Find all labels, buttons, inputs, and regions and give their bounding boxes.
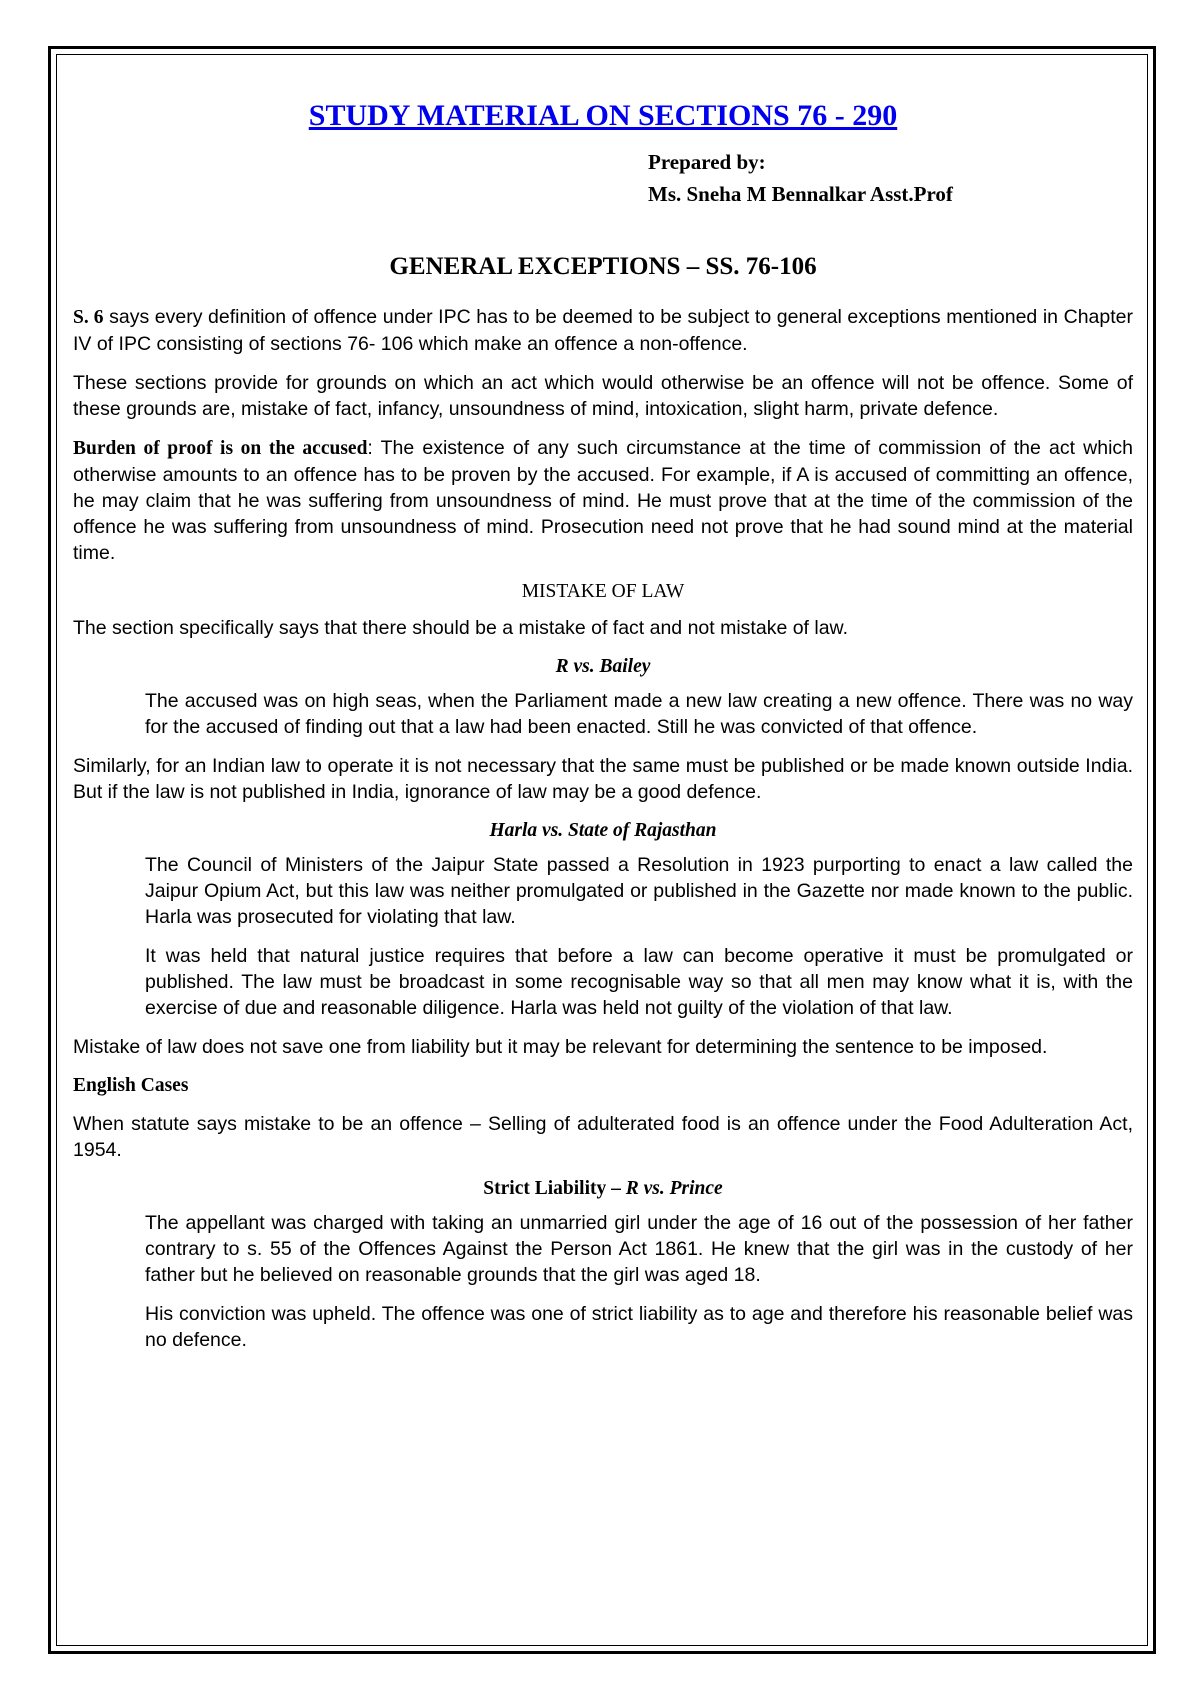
paragraph-grounds: These sections provide for grounds on which an act which would otherwise be an offence will not be offence. Some of these grounds are, mistake of fact, infancy, unsoundness of mind, intoxication, slight harm, private defence. (73, 372, 1133, 420)
mistake-of-law-intro: The section specifically says that there should be a mistake of fact and not mistake of law. (73, 617, 848, 639)
document-title: STUDY MATERIAL ON SECTIONS 76 - 290 (308, 99, 898, 132)
paragraph-similarly: Similarly, for an Indian law to operate it is not necessary that the same must be published or be made known outside India. But if the law is not published in India, ignorance of law may be a good defence. (73, 755, 1133, 803)
section-heading: GENERAL EXCEPTIONS – SS. 76-106 (389, 253, 817, 280)
english-cases-text: When statute says mistake to be an offence – Selling of adulterated food is an offence under the Food Adulteration Act, 1954. (73, 1113, 1133, 1161)
paragraph-s6 (73, 304, 1133, 357)
case-title-harla: Harla vs. State of Rajasthan (489, 820, 717, 841)
paragraph-burden (73, 435, 1133, 566)
document-page (73, 98, 1133, 1366)
case-title-bailey: R vs. Bailey (555, 656, 651, 677)
english-cases-heading: English Cases (73, 1075, 189, 1096)
burden-text: : The existence of any such circumstance at the time of commission of the act which otherwise amounts to an offence has to be proven by the accused. For example, if A is accused of committing an offence, he may claim that he was suffering from unsoundness of mind. He must prove that at the time of the commission of the offence he was suffering from unsoundness of mind. Prosecution need not prove that he had sound mind at the material time. (73, 437, 1133, 564)
case-title-prince (73, 1176, 1133, 1202)
case-text-harla-1: The Council of Ministers of the Jaipur State passed a Resolution in 1923 purporting to enact a law called the Jaipur Opium Act, but this law was neither promulgated or published in the Gazette nor made known to the public. Harla was prosecuted for violating that law. (145, 854, 1133, 928)
author-name: Ms. Sneha M Bennalkar Asst.Prof (648, 182, 953, 206)
case-text-prince-1: The appellant was charged with taking an unmarried girl under the age of 16 out of the possession of her father contrary to s. 55 of the Offences Against the Person Act 1861. He knew that the girl was in the custody of her father but he believed on reasonable grounds that the girl was aged 18. (145, 1212, 1133, 1286)
case-text-bailey: The accused was on high seas, when the Parliament made a new law creating a new offence. There was no way for the accused of finding out that a law had been enacted. Still he was convicted of that offence. (145, 690, 1133, 738)
strict-liability-label: Strict Liability – (483, 1178, 626, 1199)
paragraph-mistake-conclusion: Mistake of law does not save one from liability but it may be relevant for determining the sentence to be imposed. (73, 1036, 1048, 1058)
burden-lead: Burden of proof is on the accused (73, 438, 368, 459)
case-text-prince-2: His conviction was upheld. The offence was one of strict liability as to age and therefore his reasonable belief was no defence. (145, 1303, 1133, 1351)
prince-case-name: R vs. Prince (625, 1178, 723, 1199)
mistake-of-law-heading: MISTAKE OF LAW (521, 581, 685, 602)
case-text-harla-2: It was held that natural justice requires that before a law can become operative it must be promulgated or published. The law must be broadcast in some recognisable way so that all men may know what it is, with the exercise of due and reasonable diligence. Harla was held not guilty of the violation of that law. (145, 945, 1133, 1019)
s6-text: says every definition of offence under IPC has to be deemed to be subject to general exceptions mentioned in Chapter IV of IPC consisting of sections 76- 106 which make an offence a non-offence. (73, 306, 1133, 355)
s6-lead: S. 6 (73, 307, 104, 328)
prepared-by-label: Prepared by: (648, 150, 766, 174)
